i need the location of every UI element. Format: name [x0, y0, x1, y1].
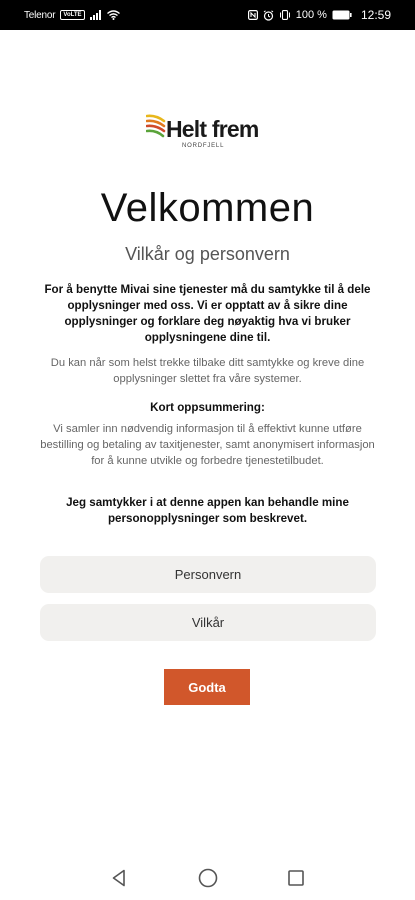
carrier-name: Telenor — [24, 9, 56, 21]
page-title: Velkommen — [100, 186, 315, 230]
navigation-bar — [0, 854, 415, 900]
status-bar — [0, 0, 415, 30]
terms-button[interactable]: Vilkår — [40, 604, 376, 641]
wifi-icon — [107, 10, 120, 20]
battery-percent: 100 % — [295, 9, 327, 21]
battery-icon — [332, 10, 352, 20]
status-time: 12:59 — [360, 8, 391, 22]
summary-text: Vi samler inn nødvendig informasjon til å effektivt kunne utføre bestilling og betaling av taxitjenester, samt anonymisert informasjon for å kunne utvikle og forbedre tjenestetilbudet. — [40, 423, 375, 467]
logo-sub-text: NORDFJELL — [182, 143, 225, 149]
back-icon[interactable] — [107, 866, 131, 890]
logo-brand-text: Helt frem — [166, 116, 259, 142]
network-badge: VoLTE — [60, 10, 84, 20]
withdraw-text: Du kan når som helst trekke tilbake ditt samtykke og kreve dine opplysninger slettet fra våre systemer. — [50, 357, 365, 385]
summary-heading: Kort oppsummering: — [150, 401, 265, 414]
vibrate-icon — [279, 10, 291, 20]
recent-apps-icon[interactable] — [284, 866, 308, 890]
status-right — [248, 8, 391, 22]
status-left — [24, 10, 120, 21]
accept-button[interactable]: Godta — [164, 669, 250, 705]
home-icon[interactable] — [196, 866, 220, 890]
logo-swoosh-icon — [146, 112, 168, 142]
intro-text: For å benytte Mivai sine tjenester må du samtykke til å dele opplysninger med oss. Vi er opptatt av å sikre dine opplysninger og forklare deg nøyaktig hva vi bruker opplysningene dine til. — [44, 283, 371, 344]
alarm-icon — [263, 10, 274, 21]
privacy-button[interactable]: Personvern — [40, 556, 376, 593]
nfc-icon — [248, 10, 258, 20]
page-subtitle: Vilkår og personvern — [125, 244, 290, 264]
signal-icon — [90, 10, 102, 20]
consent-text: Jeg samtykker i at denne appen kan behandle mine personopplysninger som beskrevet. — [66, 496, 349, 525]
brand-logo — [146, 110, 276, 154]
